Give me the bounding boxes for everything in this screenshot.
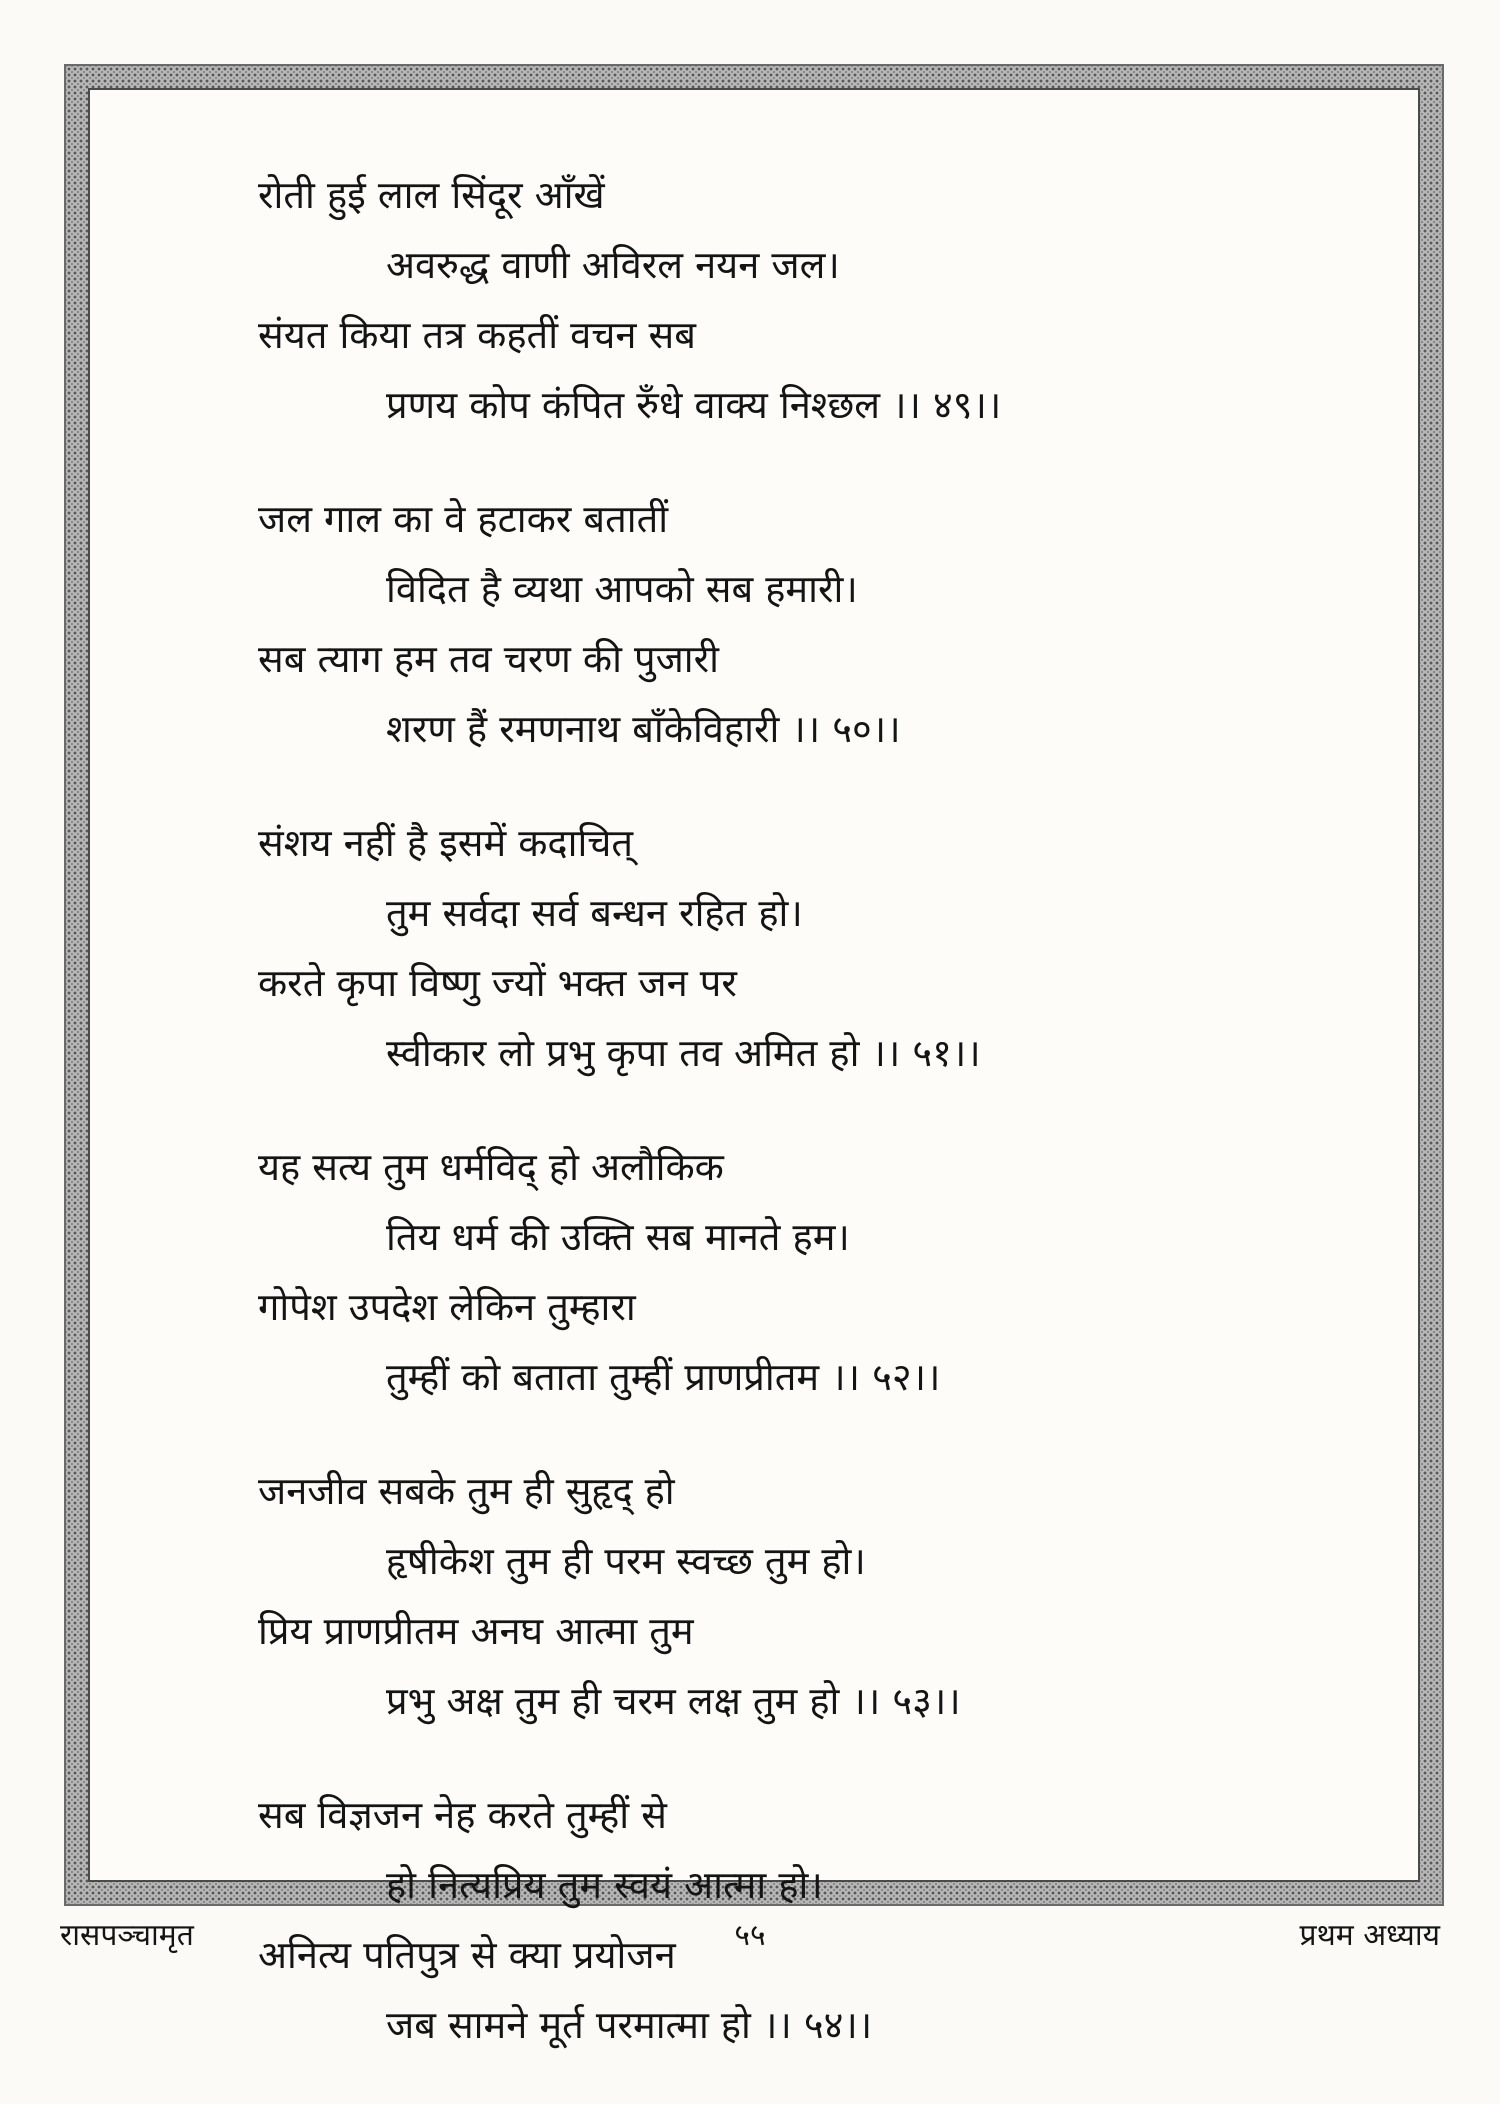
verse-line: जब सामने मूर्त परमात्मा हो ।। ५४।।	[386, 2003, 873, 2047]
verse-line: तुम्हीं को बताता तुम्हीं प्राणप्रीतम ।। ५२।।	[386, 1355, 941, 1399]
verse-line: अवरुद्ध वाणी अविरल नयन जल।	[386, 243, 840, 287]
verse-line: संयत किया तत्र कहतीं वचन सब	[258, 313, 696, 357]
stanza-52	[258, 1132, 1338, 1412]
verse-block	[258, 160, 1338, 2104]
stanza-49	[258, 160, 1338, 440]
verse-line: स्वीकार लो प्रभु कृपा तव अमित हो ।। ५१।।	[386, 1031, 981, 1075]
verse-line: सब त्याग हम तव चरण की पुजारी	[258, 637, 720, 681]
verse-line: जल गाल का वे हटाकर बतातीं	[258, 497, 669, 541]
footer-page-number: ५५	[734, 1918, 766, 1953]
verse-line: हो नित्यप्रिय तुम स्वयं आत्मा हो।	[386, 1863, 823, 1907]
verse-line: जनजीव सबके तुम ही सुहृद् हो	[258, 1469, 675, 1513]
verse-line: प्रभु अक्ष तुम ही चरम लक्ष तुम हो ।। ५३।।	[386, 1679, 961, 1723]
verse-line: प्रिय प्राणप्रीतम अनघ आत्मा तुम	[258, 1609, 694, 1653]
verse-line: शरण हैं रमणनाथ बाँकेविहारी ।। ५०।।	[386, 707, 901, 751]
verse-line: तिय धर्म की उक्ति सब मानते हम।	[386, 1215, 850, 1259]
verse-line: रोती हुई लाल सिंदूर आँखें	[258, 173, 605, 217]
stanza-53	[258, 1456, 1338, 1736]
verse-line: गोपेश उपदेश लेकिन तुम्हारा	[258, 1285, 636, 1329]
verse-line: तुम सर्वदा सर्व बन्धन रहित हो।	[386, 891, 803, 935]
verse-line: यह सत्य तुम धर्मविद् हो अलौकिक	[258, 1145, 724, 1189]
page-footer	[60, 1906, 1440, 1966]
verse-line: संशय नहीं है इसमें कदाचित्	[258, 821, 634, 865]
stanza-50	[258, 484, 1338, 764]
verse-line: अनित्य पतिपुत्र से क्या प्रयोजन	[258, 1933, 676, 1977]
verse-line: विदित है व्यथा आपको सब हमारी।	[386, 567, 858, 611]
verse-line: प्रणय कोप कंपित रुँधे वाक्य निश्छल ।। ४९।।	[386, 383, 1002, 427]
verse-line: हृषीकेश तुम ही परम स्वच्छ तुम हो।	[386, 1539, 866, 1583]
footer-book-title: रासपञ्चामृत	[60, 1918, 194, 1953]
stanza-51	[258, 808, 1338, 1088]
verse-line: सब विज्ञजन नेह करते तुम्हीं से	[258, 1793, 667, 1837]
footer-chapter-title: प्रथम अध्याय	[1299, 1918, 1440, 1953]
verse-line: करते कृपा विष्णु ज्यों भक्त जन पर	[258, 961, 737, 1005]
